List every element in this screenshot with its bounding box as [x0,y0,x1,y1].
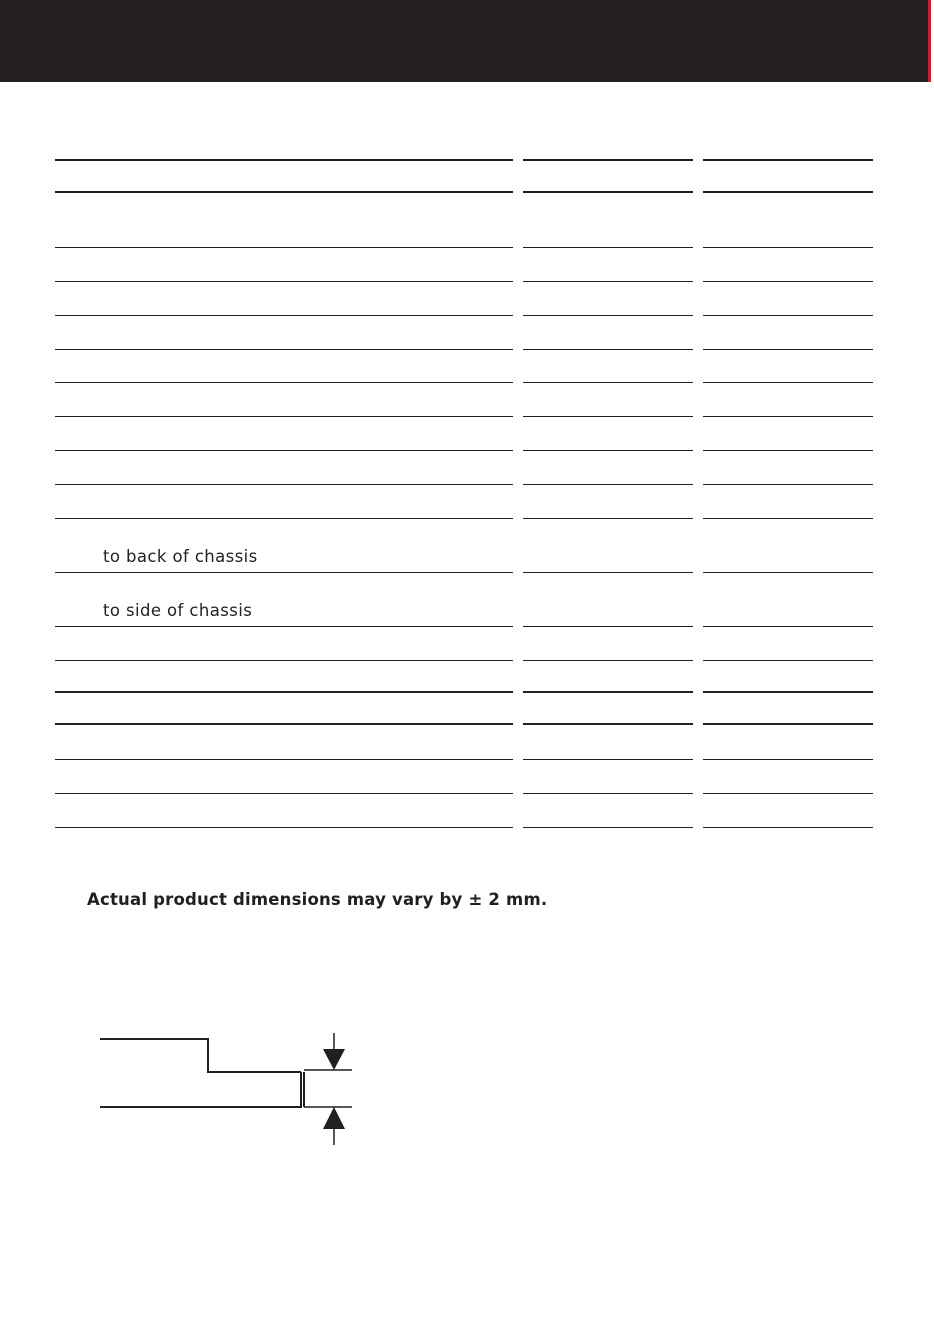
table-rule [55,191,513,193]
table-rule [703,827,873,828]
table-rule [55,159,513,161]
table-rule [523,382,693,383]
table-rule [703,382,873,383]
dimension-arrow-down-icon [323,1049,345,1070]
header-accent-stripe [928,0,931,82]
table-rule [703,660,873,661]
table-rule [55,572,513,573]
table-rule [523,247,693,248]
table-rule [703,281,873,282]
row-label-side-of-chassis: to side of chassis [103,601,253,620]
table-rule [703,759,873,760]
table-rule [703,572,873,573]
table-rule [523,626,693,627]
table-rule [523,159,693,161]
table-rule [55,518,513,519]
profile-top-outline [100,1039,301,1072]
table-rule [55,660,513,661]
table-rule [55,759,513,760]
table-rule [55,450,513,451]
table-rule [523,793,693,794]
dimension-tolerance-note: Actual product dimensions may vary by ± 2 mm. [87,890,548,909]
row-label-back-of-chassis: to back of chassis [103,547,258,566]
table-rule [703,416,873,417]
header-bar [0,0,928,82]
table-rule [703,723,873,725]
table-rule [703,315,873,316]
table-rule [55,723,513,725]
profile-dimension-diagram [90,1025,370,1150]
table-rule [523,191,693,193]
table-rule [55,827,513,828]
table-rule [55,416,513,417]
table-rule [523,281,693,282]
table-rule [523,484,693,485]
table-rule [703,191,873,193]
table-rule [703,691,873,693]
table-rule [523,450,693,451]
table-rule [55,793,513,794]
table-rule [703,793,873,794]
table-rule [523,349,693,350]
table-rule [523,518,693,519]
table-rule [703,159,873,161]
table-rule [523,691,693,693]
table-rule [523,660,693,661]
table-rule [523,827,693,828]
table-rule [523,759,693,760]
table-rule [55,626,513,627]
table-rule [703,484,873,485]
table-rule [523,572,693,573]
table-rule [703,450,873,451]
table-rule [55,484,513,485]
table-rule [703,349,873,350]
table-rule [55,315,513,316]
table-rule [523,723,693,725]
table-rule [703,247,873,248]
table-rule [703,626,873,627]
table-rule [55,247,513,248]
table-rule [55,382,513,383]
table-rule [55,691,513,693]
table-rule [703,518,873,519]
table-rule [523,315,693,316]
profile-step-outline [100,1072,301,1107]
table-rule [55,349,513,350]
table-rule [523,416,693,417]
dimension-arrow-up-icon [323,1107,345,1129]
table-rule [55,281,513,282]
